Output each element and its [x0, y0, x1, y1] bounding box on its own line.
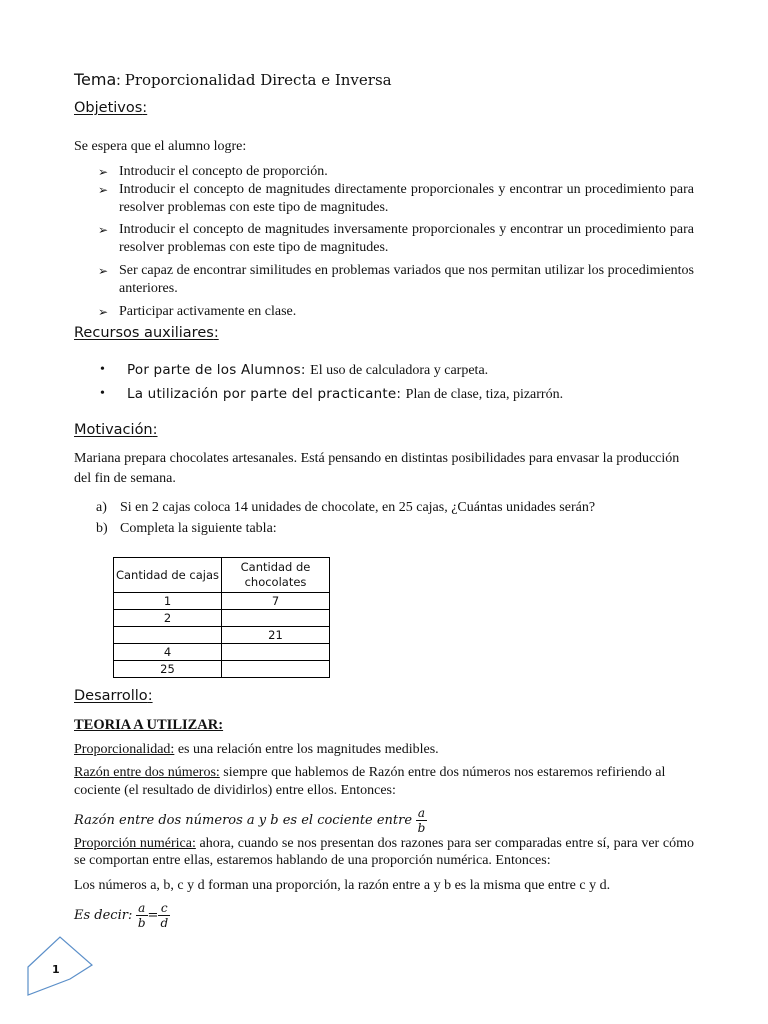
es-decir-formula: Es decir: $\frac{a}{b}$ = $\frac{c}{d}$ [74, 901, 169, 931]
table-cell: 4 [114, 644, 222, 661]
objetivos-heading: Objetivos: [74, 100, 148, 116]
list-item: ➢ Introducir el concepto de proporción. [98, 164, 328, 179]
page-number-badge-icon [26, 935, 96, 997]
objetivos-intro: Se espera que el alumno logre: [74, 139, 247, 154]
bullet-dot-icon: • [100, 362, 105, 377]
razon-formula: Razón entre dos números a y b es el cociente entre $\frac{a}{b}$ [74, 806, 426, 836]
table-header-cell: Cantidad de chocolates [222, 558, 330, 593]
document-title [74, 70, 392, 90]
table-row [114, 593, 330, 610]
table-header-cell: Cantidad de cajas [114, 558, 222, 593]
arrow-bullet-icon: ➢ [98, 264, 109, 278]
list-item: ➢ Introducir el concepto de magnitudes directamente proporcionales y encontrar un procedimiento para resolver problemas con este tipo de magnitudes. [98, 182, 694, 215]
list-item: b) Completa la siguiente tabla: [96, 521, 277, 536]
list-item: ➢ Participar activamente en clase. [98, 304, 297, 319]
recursos-list [100, 358, 563, 406]
page-number: 1 [52, 963, 60, 976]
proporcion-definition: Proporción numérica: ahora, cuando se nos presentan dos razones para ser comparadas entre sí, para ver cómo se comportan entre ellas, estaremos hablando de una proporción numérica. Entonces: [74, 836, 694, 868]
title-label: Tema [74, 70, 117, 89]
fraction-a-b: $\frac{a}{b}$ [417, 806, 426, 836]
motivacion-heading: Motivación: [74, 422, 158, 438]
bullet-dot-icon: • [100, 386, 105, 401]
table-cell: 2 [114, 610, 222, 627]
table-row [114, 661, 330, 678]
table-cell [222, 644, 330, 661]
fraction-c-d: $\frac{c}{d}$ [160, 901, 169, 931]
table-cell [222, 661, 330, 678]
desarrollo-heading: Desarrollo: [74, 688, 153, 704]
list-item: • La utilización por parte del practicante: Plan de clase, tiza, pizarrón. [100, 382, 563, 406]
fraction-a-b: $\frac{a}{b}$ [137, 901, 146, 931]
table-row [114, 610, 330, 627]
proporcionalidad-definition: Proporcionalidad: es una relación entre los magnitudes medibles. [74, 742, 439, 757]
table-row [114, 644, 330, 661]
table-cell [114, 627, 222, 644]
table-cell: 25 [114, 661, 222, 678]
list-item: a) Si en 2 cajas coloca 14 unidades de chocolate, en 25 cajas, ¿Cuántas unidades serán? [96, 500, 596, 515]
arrow-bullet-icon: ➢ [98, 223, 109, 237]
numeros-statement: Los números a, b, c y d forman una proporción, la razón entre a y b es la misma que entre c y d. [74, 878, 611, 893]
motivacion-text: Mariana prepara chocolates artesanales. Está pensando en distintas posibilidades para envasar la producción del fin de semana. [74, 451, 680, 486]
table-cell: 1 [114, 593, 222, 610]
razon-definition: Razón entre dos números: siempre que hablemos de Razón entre dos números nos estaremos refiriendo al cociente (el resultado de dividirlos) entre ellos. Entonces: [74, 765, 666, 798]
title-separator: : [116, 72, 125, 89]
list-item: ➢ Introducir el concepto de magnitudes inversamente proporcionales y encontrar un procedimiento para resolver problemas con este tipo de magnitudes. [98, 222, 694, 255]
arrow-bullet-icon: ➢ [98, 305, 109, 319]
motivacion-questions [96, 497, 595, 539]
list-item: ➢ Ser capaz de encontrar similitudes en problemas variados que nos permitan utilizar los procedimientos anteriores. [98, 263, 694, 296]
title-text: Proporcionalidad Directa e Inversa [124, 71, 392, 89]
table-header-row [114, 558, 330, 593]
table-cell: 7 [222, 593, 330, 610]
table-cell [222, 610, 330, 627]
recursos-heading: Recursos auxiliares: [74, 325, 219, 341]
table-row [114, 627, 330, 644]
list-item: • Por parte de los Alumnos: El uso de calculadora y carpeta. [100, 358, 563, 382]
objetivos-list [98, 163, 694, 321]
arrow-bullet-icon: ➢ [98, 183, 109, 197]
chocolates-table [113, 557, 330, 678]
table-cell: 21 [222, 627, 330, 644]
teoria-heading: TEORIA A UTILIZAR: [74, 717, 224, 733]
arrow-bullet-icon: ➢ [98, 165, 109, 179]
